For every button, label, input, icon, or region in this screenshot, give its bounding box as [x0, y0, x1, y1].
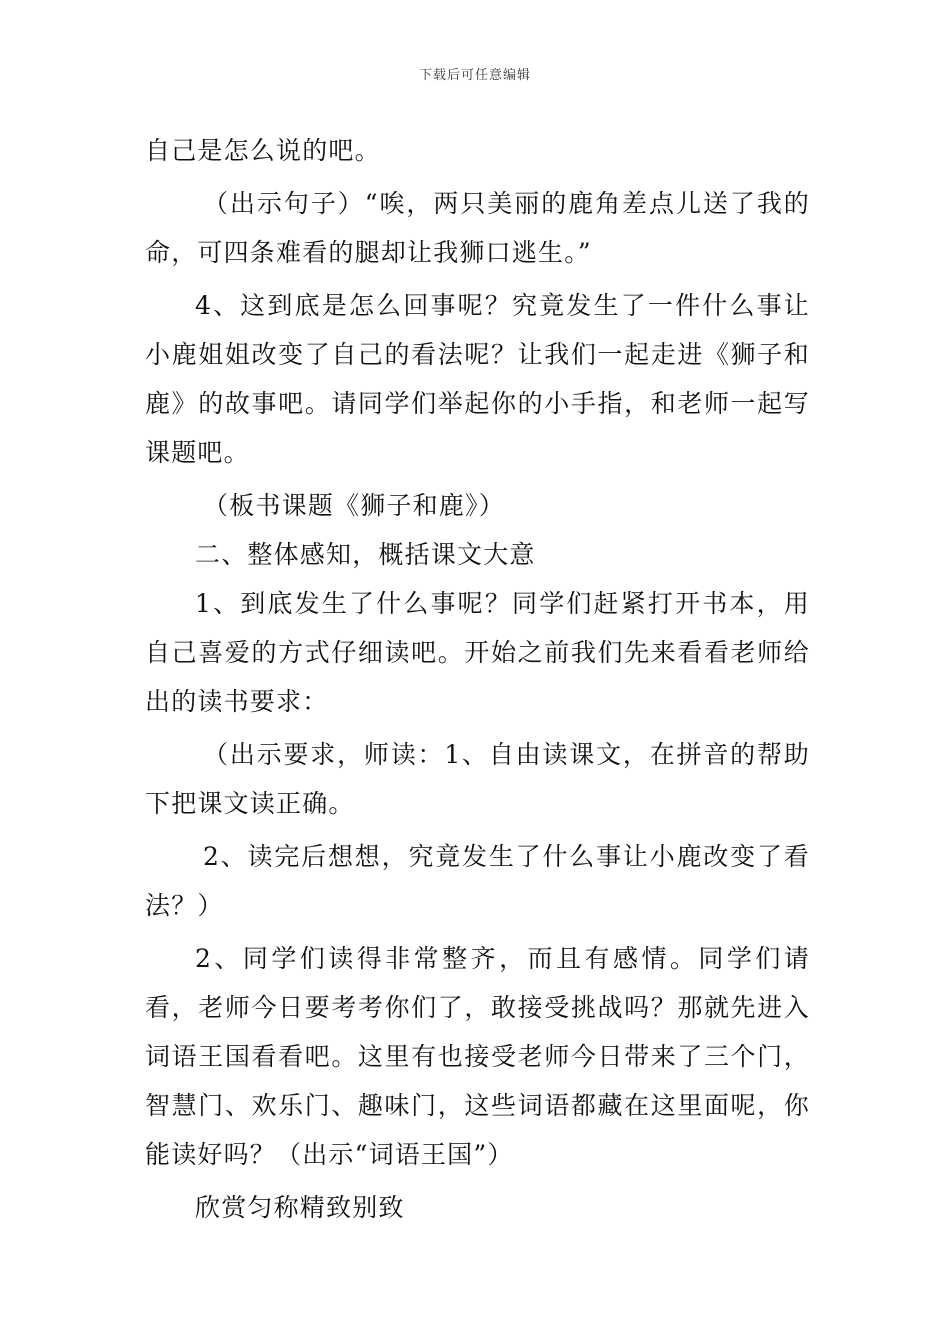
- paragraph-quote-sentence: （出示句子）“唉，两只美丽的鹿角差点儿送了我的命，可四条难看的腿却让我狮口逃生。”: [145, 189, 810, 267]
- paragraph-reading-requirement-1: （出示要求，师读：1、自由读课文，在拼音的帮助下把课文读正确。: [145, 740, 810, 818]
- paragraph-step-4: 4、这到底是怎么回事呢？究竟发生了一件什么事让小鹿姐姐改变了自己的看法呢？让我们一起走进《狮子和鹿》的故事吧。请同学们举起你的小手指，和老师一起写课题吧。: [145, 291, 810, 467]
- document-body: [145, 126, 810, 1232]
- paragraph-step-1: 1、到底发生了什么事呢？同学们赶紧打开书本，用自己喜爱的方式仔细读吧。开始之前我们先来看看老师给出的读书要求：: [145, 589, 810, 716]
- paragraph-step-2: 2、同学们读得非常整齐，而且有感情。同学们请看，老师今日要考考你们了，敢接受挑战吗？那就先进入词语王国看看吧。这里有也接受老师今日带来了三个门，智慧门、欢乐门、趣味门，这些词语都藏在这里面呢，你能读好吗？（出示“词语王国”）: [145, 944, 810, 1169]
- paragraph-board-title: （板书课题《狮子和鹿》）: [203, 491, 505, 520]
- page-header-watermark: 下载后可任意编辑: [418, 68, 531, 83]
- section-heading-overall-perception: 二、整体感知，概括课文大意: [195, 540, 536, 569]
- paragraph-continuation: 自己是怎么说的吧。: [145, 136, 381, 165]
- paragraph-word-list: 欣赏匀称精致别致: [195, 1193, 405, 1222]
- paragraph-reading-requirement-2: 2、读完后想想，究竟发生了什么事让小鹿改变了看法？）: [145, 842, 810, 920]
